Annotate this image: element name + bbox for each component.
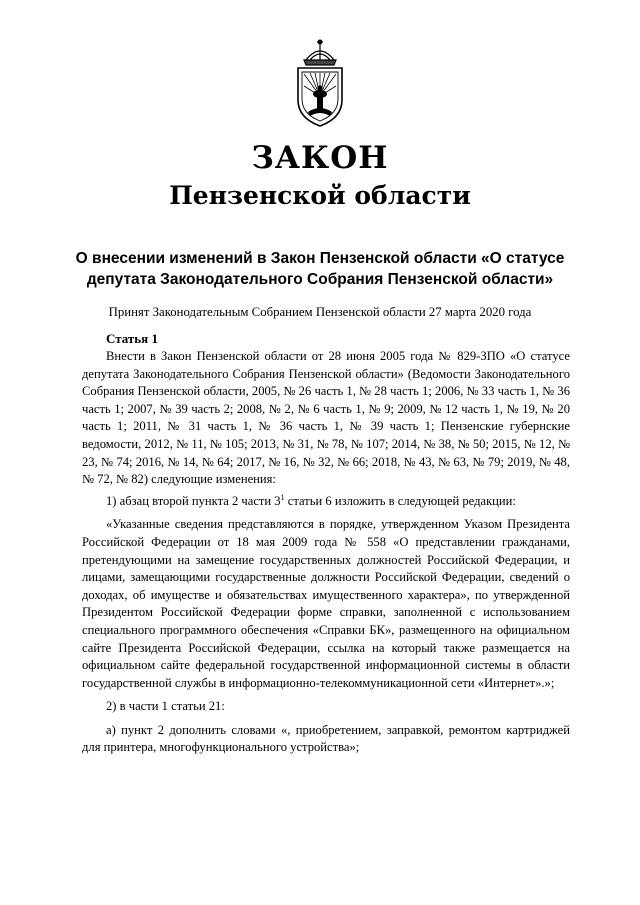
- item-1-text-cont: статьи 6 изложить в следующей редакции:: [284, 493, 516, 508]
- superscript: 1: [280, 492, 285, 502]
- item-2-paragraph: 2) в части 1 статьи 21:: [106, 699, 225, 714]
- quoted-text-paragraph: «Указанные сведения представляются в порядке, утвержденном Указом Президента Российской Федерации от 18 мая 2009 года № 558 «О представлении гражданами, претендующими на замещение государственных должностей Российской Федерации, и лицами, замещающими государственные должности Российской Федерации, сведений о доходах, об имуществе и обязательствах имущественного характера», по утвержденной Президентом Российской Федерации форме справки, заполненной с использованием специального программного обеспечения «Справки БК», размещенного на официальном сайте Президента Российской Федерации, ссылка на который также размещается на официальном сайте федеральной государственной информационной системы в области государственной службы в информационно-телекоммуникационной сети «Интернет».»;: [82, 517, 570, 690]
- article-heading: Статья 1: [106, 331, 158, 346]
- law-title-line: депутата Законодательного Собрания Пензенской области»: [86, 271, 554, 288]
- item-1-paragraph: [82, 493, 570, 511]
- adoption-note: Принят Законодательным Собранием Пензенской области 27 марта 2020 года: [108, 305, 532, 319]
- law-title: [60, 248, 580, 290]
- penza-region-coat-of-arms-icon: [284, 38, 356, 130]
- law-title-line: О внесении изменений в Закон Пензенской области «О статусе: [75, 250, 565, 267]
- document-subtitle: Пензенской области: [169, 181, 471, 210]
- item-2a-paragraph: а) пункт 2 дополнить словами «, приобретением, заправкой, ремонтом картриджей для принтера, многофункционального устройства»;: [82, 722, 570, 755]
- document-body: [82, 348, 570, 757]
- document-title: ЗАКОН: [251, 140, 389, 176]
- intro-paragraph: Внести в Закон Пензенской области от 28 июня 2005 года № 829-ЗПО «О статусе депутата Законодательного Собрания Пензенской области» (Ведомости Законодательного Собрания Пензенской области, 2005, № 26 часть 1, № 28 часть 1; 2006, № 33 часть 1, № 36 часть 1; 2007, № 39 часть 2; 2008, № 2, № 6 часть 1, № 9; 2009, № 12 часть 1, № 19, № 20 часть 1; 2011, № 31 часть 1, № 36 часть 1, № 39 часть 1; Пензенские губернские ведомости, 2012, № 11, № 105; 2013, № 31, № 78, № 107; 2014, № 38, № 50; 2015, № 12, № 23, № 74; 2016, № 14, № 64; 2017, № 16, № 32, № 66; 2018, № 43, № 63, № 79; 2019, № 48, № 72, № 82) следующие изменения:: [82, 349, 570, 487]
- item-1-text: 1) абзац второй пункта 2 части 3: [106, 493, 281, 508]
